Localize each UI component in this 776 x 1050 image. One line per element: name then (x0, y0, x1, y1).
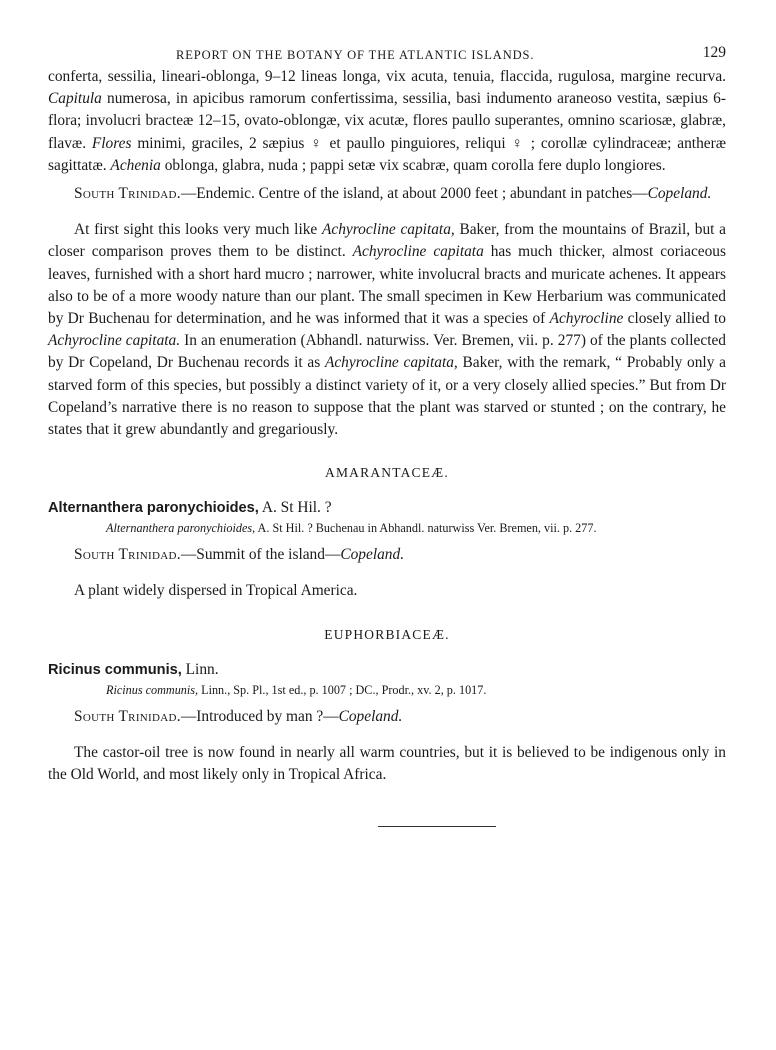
citation-ricinus: Ricinus communis, Linn., Sp. Pl., 1st ed., p. 1007 ; DC., Prodr., xv. 2, p. 1017. (106, 682, 487, 697)
species-description: conferta, sessilia, lineari-oblonga, 9–12 lineas longa, vix acuta, tenuia, flaccida, rugulosa, margine recurva. Capitula numerosa, in apicibus ramorum confertissima, sessilia, basi indumento araneoso vestita, sæpius 6-flora; involucri bracteæ 12–15, ovato-oblongæ, vix acutæ, flores paullo superantes, omnino scariosæ, glabræ, flavæ. Flores minimi, graciles, 2 sæpius ♀ et paullo pinguiores, reliqui ♀ ; corollæ cylindraceæ; antheræ sagittatæ. Achenia oblonga, glabra, nuda ; pappi setæ vix scabræ, quam corolla fere duplo longiores. (48, 68, 726, 174)
locality-alternanthera: South Trinidad.—Summit of the island—Copeland. (74, 546, 405, 564)
family-heading-amarantaceae: AMARANTACEÆ. (325, 465, 449, 481)
note-alternanthera: A plant widely dispersed in Tropical America. (74, 582, 358, 600)
family-heading-euphorbiaceae: EUPHORBIACEÆ. (324, 626, 450, 642)
page-number: 129 (702, 44, 726, 61)
note-ricinus: The castor-oil tree is now found in nearly all warm countries, but it is believed to be indigenous only in the Old World, and most likely only in Tropical Africa. (48, 743, 726, 784)
discussion-paragraph: At first sight this looks very much like Achyrocline capitata, Baker, from the mountains of Brazil, but a closer comparison proves them to be distinct. Achyrocline capitata has much thicker, almost coriaceous leaves, furnished with a short hard mucro ; narrower, white involucral bracts and muricate achenes. It appears also to be of a more woody nature than our plant. The small specimen in Kew Herbarium was communicated by Dr Buchenau for determination, and he was informed that it was a species of Achyrocline closely allied to Achyrocline capitata. In an enumeration (Abhandl. naturwiss. Ver. Bremen, vii. p. 277) of the plants collected by Dr Copeland, Dr Buchenau records it as Achyrocline capitata, Baker, with the remark, “ Probably only a starved form of this species, but possibly a distinct variety of it, or a very closely allied species.” But from Dr Copeland’s narrative there is no reason to suppose that the plant was starved or stunted ; on the contrary, he states that it grew abundantly and gregariously. (48, 221, 726, 439)
species-heading-alternanthera: Alternanthera paronychioides, A. St Hil. ? (48, 499, 332, 517)
page (48, 40, 726, 827)
end-rule (378, 826, 496, 827)
running-title: REPORT ON THE BOTANY OF THE ATLANTIC ISLANDS. (176, 48, 535, 62)
species-heading-ricinus: Ricinus communis, Linn. (48, 660, 219, 678)
locality-ricinus: South Trinidad.—Introduced by man ?—Copeland. (74, 707, 403, 725)
locality-achyrocline: South Trinidad.—Endemic. Centre of the island, at about 2000 feet ; abundant in patches—Copeland. (74, 185, 712, 203)
citation-alternanthera: Alternanthera paronychioides, A. St Hil. ? Buchenau in Abhandl. naturwiss Ver. Bremen, vii. p. 277. (106, 521, 597, 536)
running-header (48, 40, 726, 66)
